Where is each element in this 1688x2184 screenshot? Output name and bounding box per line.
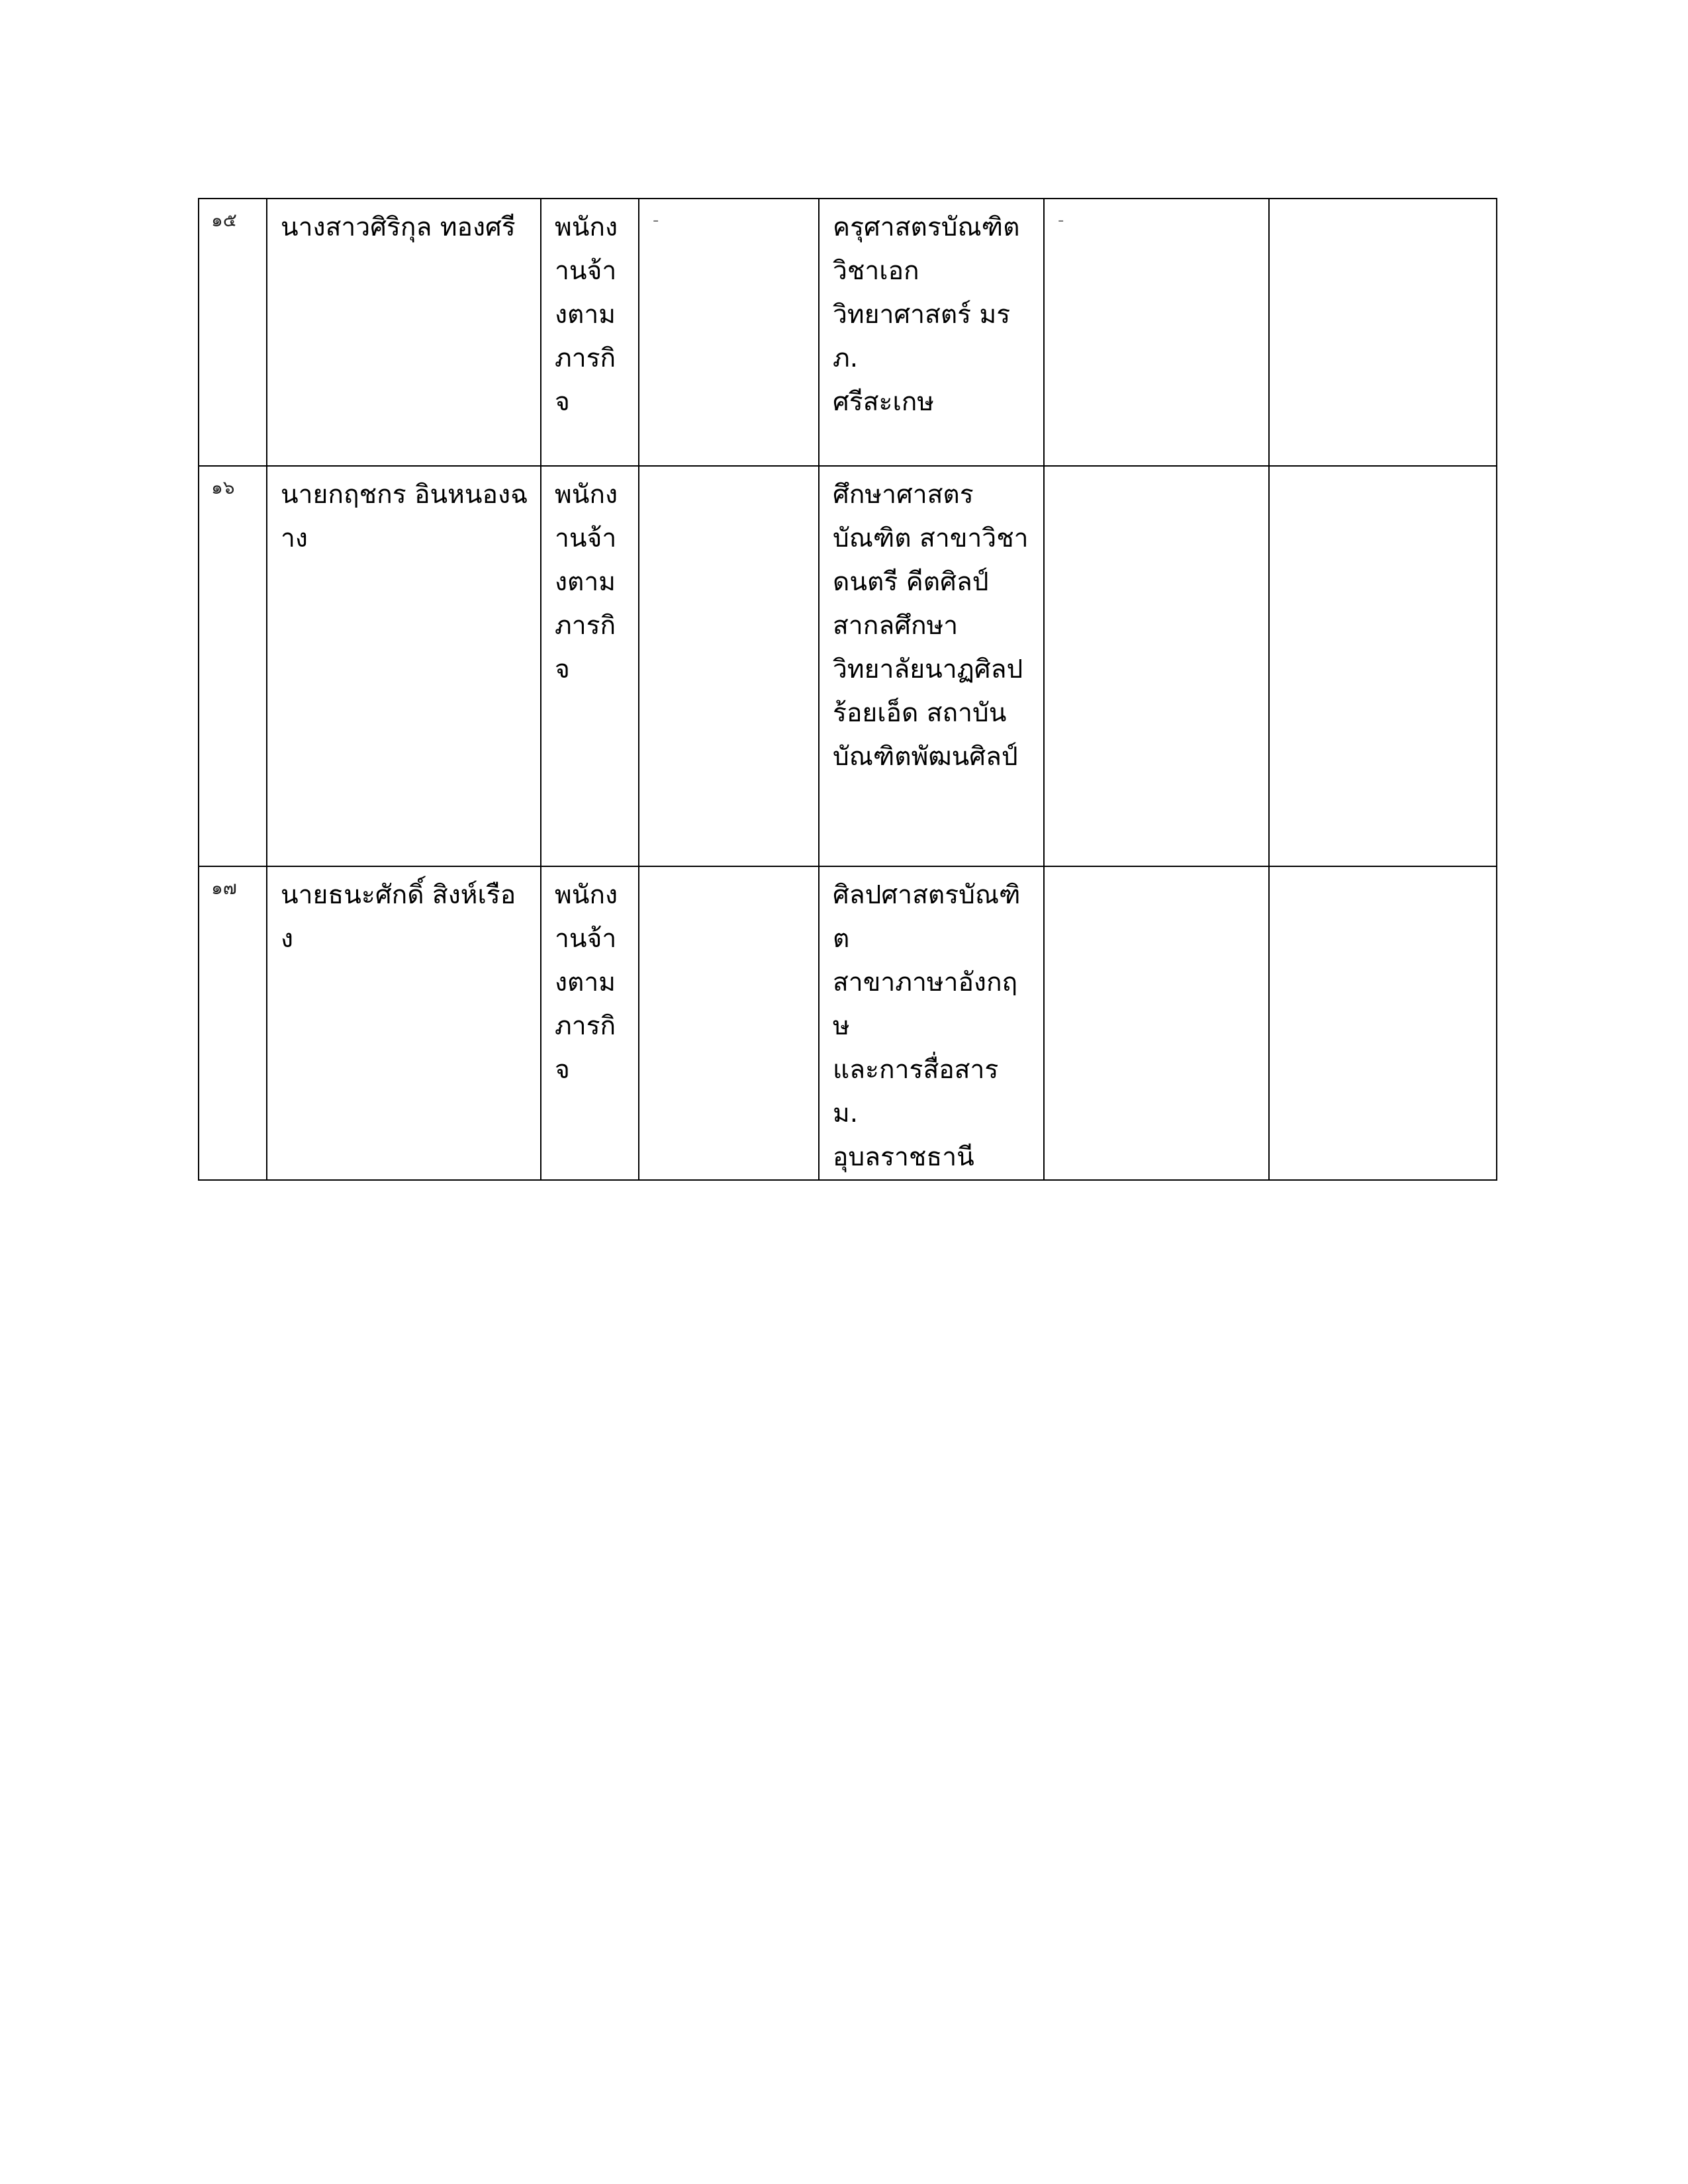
position-text: พนักงานจ้างตามภารกิจ (555, 880, 618, 1085)
row-number: ๑๗ (211, 877, 237, 899)
position-cell (541, 466, 639, 866)
column-6-cell (1044, 199, 1269, 466)
column-4-cell (639, 466, 819, 866)
position-cell (541, 199, 639, 466)
table-row (199, 466, 1497, 866)
column-7-value (1270, 467, 1496, 473)
column-7-cell (1269, 466, 1497, 866)
column-7-cell (1269, 866, 1497, 1180)
row-number-cell (199, 466, 267, 866)
position-text: พนักงานจ้างตามภารกิจ (555, 212, 618, 417)
row-number: ๑๖ (211, 477, 235, 498)
column-4-cell (639, 199, 819, 466)
position-cell (541, 866, 639, 1180)
column-4-value: - (653, 210, 659, 230)
education-cell (819, 466, 1044, 866)
education-text: ศิลปศาสตรบัณฑิต สาขาภาษาอังกฤษ และการสื่อสาร ม. อุบลราชธานี (833, 880, 1021, 1172)
column-6-cell (1044, 866, 1269, 1180)
staff-table (198, 198, 1497, 1181)
column-4-cell (639, 866, 819, 1180)
name-cell (267, 866, 541, 1180)
education-cell (819, 199, 1044, 466)
person-name: นายกฤชกร อินหนองฉาง (281, 480, 528, 553)
column-7-cell (1269, 199, 1497, 466)
column-4-value (639, 867, 818, 875)
row-number-cell (199, 199, 267, 466)
education-text: ศึกษาศาสตร บัณฑิต สาขาวิชา ดนตรี คีตศิลป์ สากลศึกษา วิทยาลัยนาฏศิลป ร้อยเอ็ด สถาบัน บัณฑิตพัฒนศิลป์ (833, 480, 1029, 772)
table-row (199, 866, 1497, 1180)
column-6-value (1045, 867, 1268, 875)
person-name: นางสาวศิริกุล ทองศรี (281, 212, 516, 242)
column-6-cell (1044, 466, 1269, 866)
education-text: ครุศาสตรบัณฑิต วิชาเอก วิทยาศาสตร์ มรภ. ศรีสะเกษ (833, 212, 1020, 417)
row-number: ๑๕ (211, 209, 237, 231)
column-7-value (1270, 199, 1496, 206)
row-number-cell (199, 866, 267, 1180)
column-4-value (639, 467, 818, 475)
table-row (199, 199, 1497, 466)
position-text: พนักงานจ้างตามภารกิจ (555, 480, 618, 684)
name-cell (267, 199, 541, 466)
column-6-value: - (1058, 210, 1064, 230)
education-cell (819, 866, 1044, 1180)
column-7-value (1270, 867, 1496, 874)
name-cell (267, 466, 541, 866)
column-6-value (1045, 467, 1268, 475)
person-name: นายธนะศักดิ์ สิงห์เรือง (281, 880, 516, 954)
